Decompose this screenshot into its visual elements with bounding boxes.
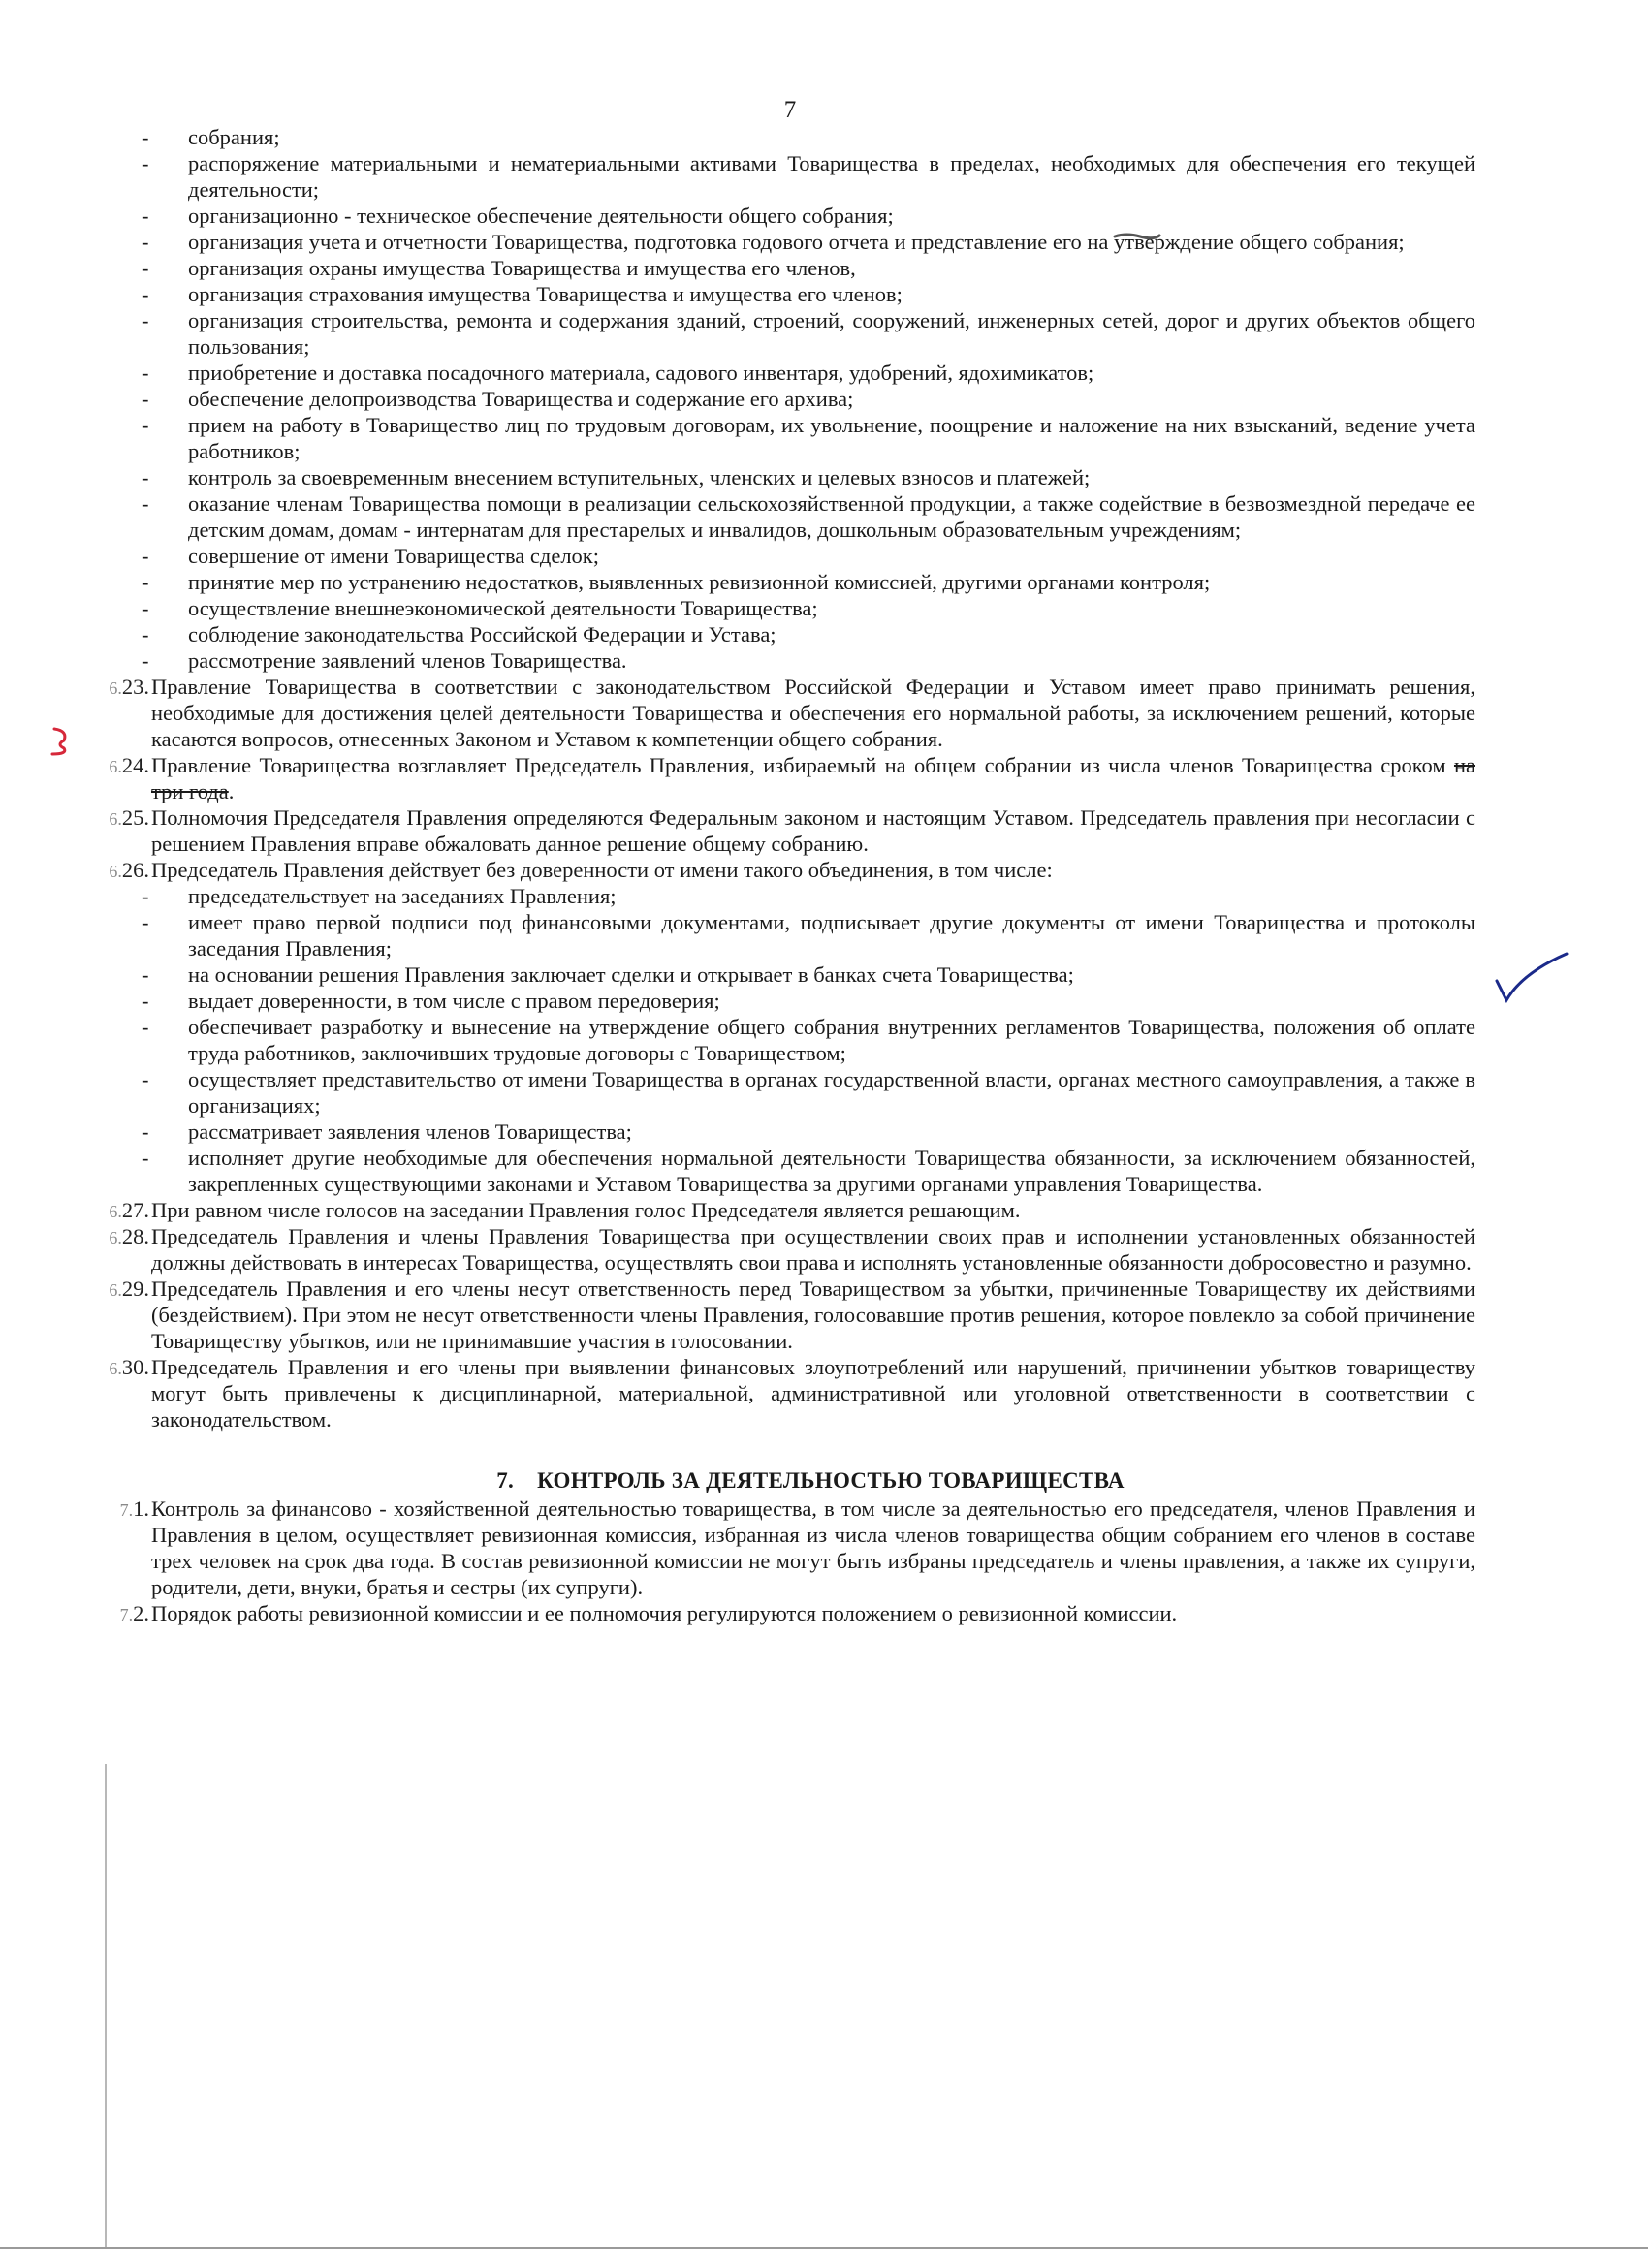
list-item: - председательствует на заседаниях Правления; <box>145 883 1475 909</box>
clause-number: 6.30. <box>109 1355 149 1379</box>
clause-text: Председатель Правления и члены Правления Товарищества при осуществлении своих прав и исполнении установленных обязанностей должны действовать в интересах Товарищества, осуществлять свои права и исполнять установленные обязанности добросовестно и разумно. <box>151 1224 1475 1275</box>
list-item: - распоряжение материальными и нематериальными активами Товарищества в пределах, необходимых для обеспечения его текущей деятельности; <box>145 150 1475 203</box>
clause-25 <box>109 804 1475 857</box>
list-item: - организация охраны имущества Товарищества и имущества его членов, <box>145 255 1475 281</box>
struck-text: на три года <box>151 753 1475 803</box>
list-item: - рассмотрение заявлений членов Товарищества. <box>145 647 1475 674</box>
clause-text: Председатель Правления действует без доверенности от имени такого объединения, в том числе: <box>151 858 1053 882</box>
list-item: - соблюдение законодательства Российской Федерации и Устава; <box>145 621 1475 647</box>
list-item: - приобретение и доставка посадочного материала, садового инвентаря, удобрений, ядохимикатов; <box>145 360 1475 386</box>
section-number: 7. <box>496 1468 515 1493</box>
list-item: - рассматривает заявления членов Товарищества; <box>145 1118 1475 1145</box>
section-heading <box>145 1467 1475 1494</box>
list-item: - исполняет другие необходимые для обеспечения нормальной деятельности Товарищества обязанности, за исключением обязанностей, закрепленных существующими законами и Уставом Товарищества за другими органами управления Товарищества. <box>145 1145 1475 1197</box>
clause-number: 6.29. <box>109 1276 149 1301</box>
clause-23 <box>109 674 1475 752</box>
list-item: - выдает доверенности, в том числе с правом передоверия; <box>145 988 1475 1014</box>
list-item: - контроль за своевременным внесением вступительных, членских и целевых взносов и платежей; <box>145 464 1475 490</box>
document-body <box>109 124 1475 1626</box>
list-item: - на основании решения Правления заключает сделки и открывает в банках счета Товарищества; <box>145 961 1475 988</box>
section-title: КОНТРОЛЬ ЗА ДЕЯТЕЛЬНОСТЬЮ ТОВАРИЩЕСТВА <box>537 1468 1125 1493</box>
section7-clause-2 <box>119 1600 1475 1626</box>
clause-number: 6.24. <box>109 753 149 777</box>
clause-number: 7.1. <box>119 1496 149 1521</box>
list-item: - обеспечение делопроизводства Товарищества и содержание его архива; <box>145 386 1475 412</box>
clause-29 <box>109 1276 1475 1354</box>
page-number: 7 <box>783 97 797 123</box>
list-item: - собрания; <box>145 124 1475 150</box>
list-item: - совершение от имени Товарищества сделок; <box>145 543 1475 569</box>
clause-text: Правление Товарищества в соответствии с законодательством Российской Федерации и Уставом имеет право принимать решения, необходимые для достижения целей деятельности Товарищества и обеспечения его нормальной работы, за исключением решений, которые касаются вопросов, отнесенных Законом и Уставом к компетенции общего собрания. <box>151 675 1475 751</box>
list-item: - принятие мер по устранению недостатков, выявленных ревизионной комиссией, другими органами контроля; <box>145 569 1475 595</box>
list-item: - оказание членам Товарищества помощи в реализации сельскохозяйственной продукции, а также содействие в безвозмездной передаче ее детским домам, домам - интернатам для престарелых и инвалидов, дошкольным образовательным учреждениям; <box>145 490 1475 543</box>
list-item: - организация строительства, ремонта и содержания зданий, строений, сооружений, инженерных сетей, дорог и других объектов общего пользования; <box>145 307 1475 360</box>
section7-clause-1 <box>119 1496 1475 1600</box>
clause-text: При равном числе голосов на заседании Правления голос Председателя является решающим. <box>151 1198 1021 1222</box>
scan-edge <box>105 1764 107 2249</box>
clause-27 <box>109 1197 1475 1223</box>
clause-text: Председатель Правления и его члены несут ответственность перед Товариществом за убытки, причиненные Товариществу их действиями (бездействием). При этом не несут ответственности члены Правления, голосовавшие против решения, которое повлекло за собой причинение Товариществу убытков, или не принимавшие участия в голосовании. <box>151 1276 1475 1353</box>
clause-number: 6.23. <box>109 675 149 699</box>
red-pen-mark <box>47 725 72 758</box>
list-item: - прием на работу в Товарищество лиц по трудовым договорам, их увольнение, поощрение и наложение на них взысканий, ведение учета работников; <box>145 412 1475 464</box>
clause-text: Правление Товарищества возглавляет Председатель Правления, избираемый на общем собрании из числа членов Товарищества сроком <box>151 753 1454 777</box>
list-item: - осуществляет представительство от имени Товарищества в органах государственной власти, органах местного самоуправления, а также в организациях; <box>145 1066 1475 1118</box>
clause-number: 6.25. <box>109 805 149 830</box>
management-duties-list <box>145 124 1475 674</box>
clause-text: Контроль за финансово - хозяйственной деятельностью товарищества, в том числе за деятельностью его председателя, членов Правления и Правления в целом, осуществляет ревизионная комиссия, избранная из числа членов товарищества общим собранием его членов в составе трех человек на срок два года. В состав ревизионной комиссии не могут быть избраны председатель и члены правления, а также их супруги, родители, дети, внуки, братья и сестры (их супруги). <box>151 1496 1475 1599</box>
handwritten-checkmark <box>1493 950 1570 1008</box>
scan-edge-bottom <box>0 2247 1648 2249</box>
clause-number: 6.28. <box>109 1224 149 1248</box>
clause-24: 6.24. Правление Товарищества возглавляет Председатель Правления, избираемый на общем собрании из числа членов Товарищества сроком на три года. <box>145 752 1475 804</box>
clause-number: 7.2. <box>119 1601 149 1625</box>
clause-text: Председатель Правления и его члены при выявлении финансовых злоупотреблений или нарушений, причинении убытков товариществу могут быть привлечены к дисциплинарной, материальной, административной или уголовной ответственности в соответствии с законодательством. <box>151 1355 1475 1432</box>
clause-28 <box>109 1223 1475 1276</box>
list-item: - организационно - техническое обеспечение деятельности общего собрания; <box>145 203 1475 229</box>
list-item: - организация учета и отчетности Товарищества, подготовка годового отчета и представление его на утверждение общего собрания; <box>145 229 1475 255</box>
chairman-duties-list <box>145 883 1475 1197</box>
list-item: - обеспечивает разработку и вынесение на утверждение общего собрания внутренних регламентов Товарищества, положения об оплате труда работников, заключивших трудовые договоры с Товариществом; <box>145 1014 1475 1066</box>
clause-26 <box>109 857 1475 883</box>
list-item: - организация страхования имущества Товарищества и имущества его членов; <box>145 281 1475 307</box>
clause-30 <box>109 1354 1475 1433</box>
clause-number: 6.27. <box>109 1198 149 1222</box>
list-item: - осуществление внешнеэкономической деятельности Товарищества; <box>145 595 1475 621</box>
clause-number: 6.26. <box>109 858 149 882</box>
list-item: - имеет право первой подписи под финансовыми документами, подписывает другие документы от имени Товарищества и протоколы заседания Правления; <box>145 909 1475 961</box>
clause-text: Полномочия Председателя Правления определяются Федеральным законом и настоящим Уставом. Председатель правления при несогласии с решением Правления вправе обжаловать данное решение общему собранию. <box>151 805 1475 856</box>
clause-text: Порядок работы ревизионной комиссии и ее полномочия регулируются положением о ревизионной комиссии. <box>151 1601 1178 1625</box>
